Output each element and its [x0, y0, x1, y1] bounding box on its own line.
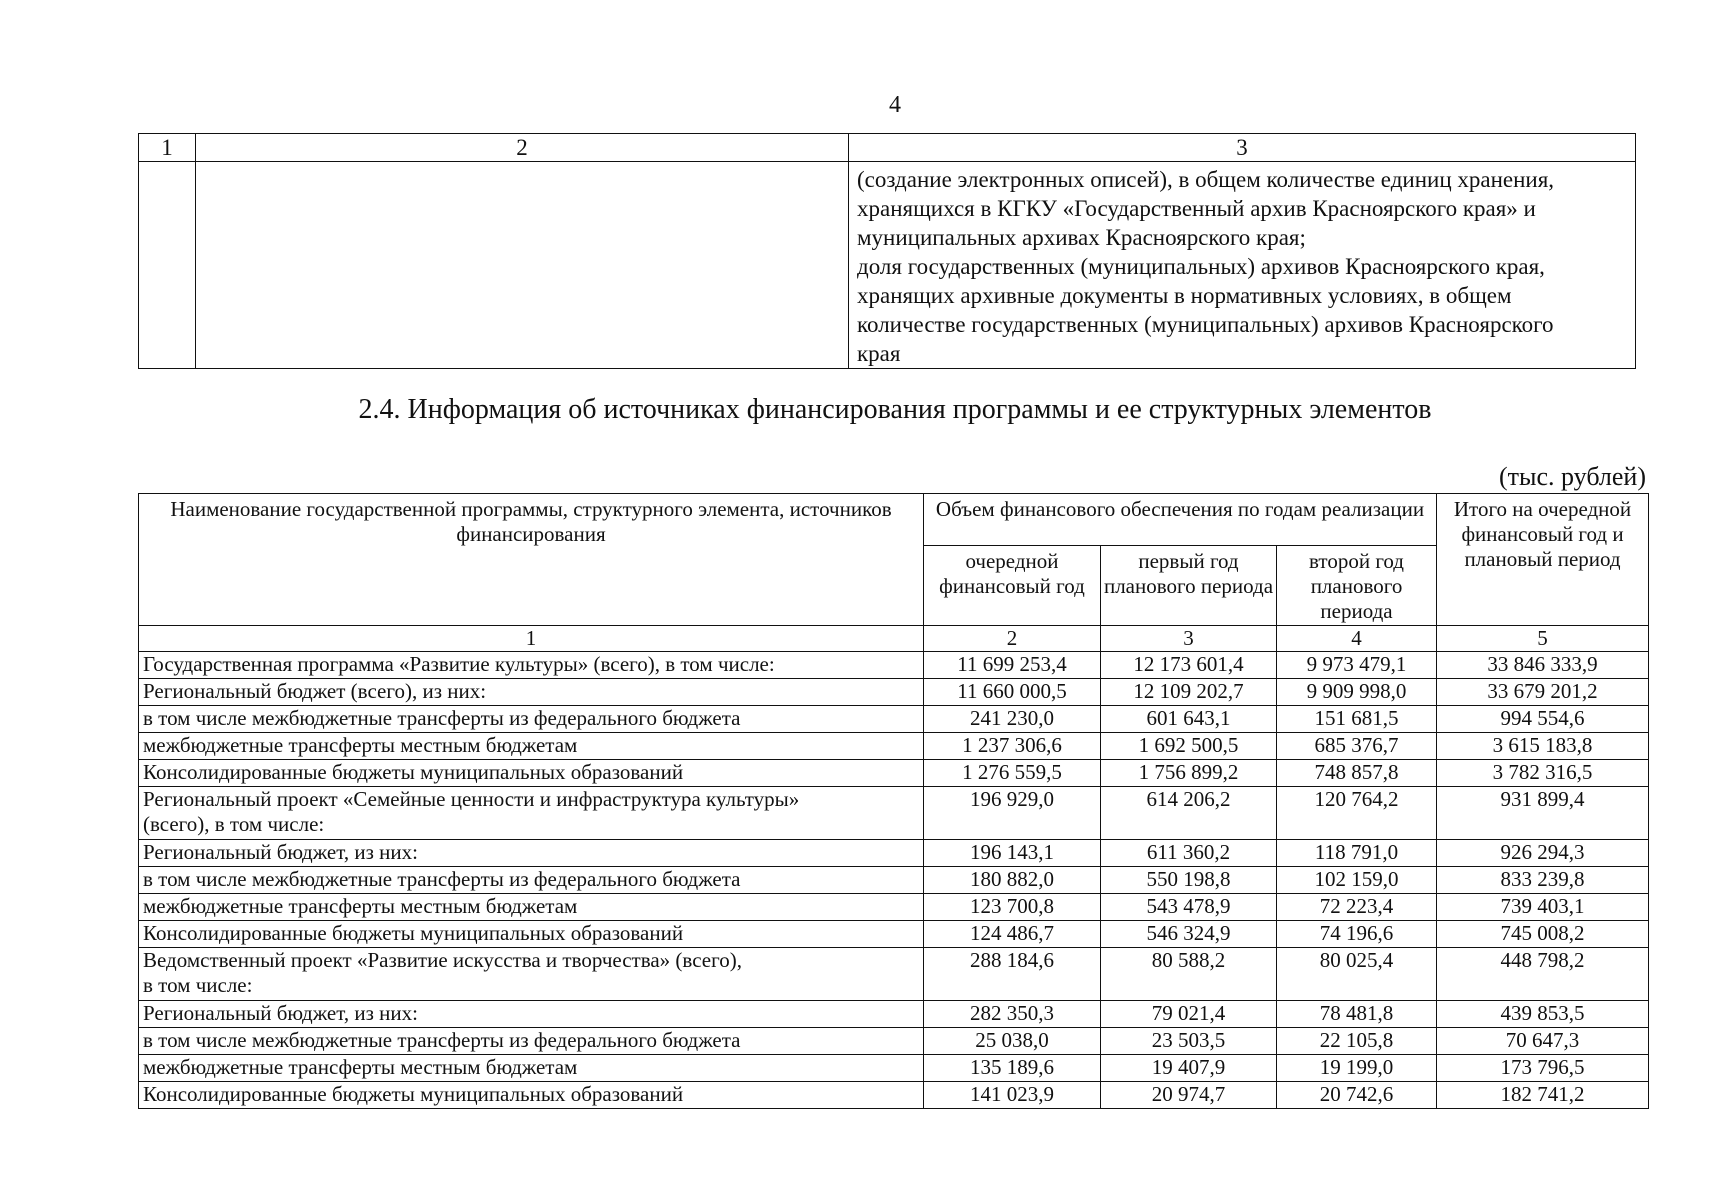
col-number: 5	[1437, 626, 1649, 652]
row-name	[139, 1055, 924, 1082]
column-number-row	[139, 626, 1649, 652]
row-name	[139, 760, 924, 787]
table-row	[139, 1028, 1649, 1055]
row-value: 543 478,9	[1101, 894, 1277, 921]
row-value: 994 554,6	[1437, 706, 1649, 733]
col-number: 4	[1277, 626, 1437, 652]
header-total-line: на очередной	[1512, 497, 1632, 521]
row-value: 1 276 559,5	[924, 760, 1101, 787]
row-value: 9 909 998,0	[1277, 679, 1437, 706]
header-year-line: периода	[1200, 574, 1274, 598]
row-value: 196 143,1	[924, 840, 1101, 867]
row-value: 3 615 183,8	[1437, 733, 1649, 760]
row-name-line: Государственная программа «Развитие культуры» (всего), в том числе:	[143, 652, 775, 676]
row-name	[139, 679, 924, 706]
row-name	[139, 652, 924, 679]
col-header-3: 3	[849, 134, 1636, 162]
row-value: 173 796,5	[1437, 1055, 1649, 1082]
row-value: 12 173 601,4	[1101, 652, 1277, 679]
table-row	[139, 787, 1649, 840]
row-name-line: Консолидированные бюджеты муниципальных образований	[143, 1082, 684, 1106]
row-value: 439 853,5	[1437, 1001, 1649, 1028]
row-value: 102 159,0	[1277, 867, 1437, 894]
row-value: 685 376,7	[1277, 733, 1437, 760]
text-line: доля государственных (муниципальных) архивов Красноярского края,	[857, 254, 1545, 279]
row-name	[139, 867, 924, 894]
table-row	[139, 867, 1649, 894]
table-row	[139, 760, 1649, 787]
row-value: 23 503,5	[1101, 1028, 1277, 1055]
header-year-2	[1101, 546, 1277, 626]
table-row	[139, 706, 1649, 733]
row-name-line: Консолидированные бюджеты муниципальных образований	[143, 760, 684, 784]
col-header-1: 1	[139, 134, 196, 162]
header-volume-line: реализации	[1321, 497, 1425, 521]
row-name	[139, 787, 924, 840]
header-total	[1437, 494, 1649, 626]
header-total-line: Итого	[1453, 497, 1508, 521]
row-value: 550 198,8	[1101, 867, 1277, 894]
row-name-line: Ведомственный проект «Развитие искусства и творчества» (всего),	[143, 948, 742, 972]
table-row	[139, 679, 1649, 706]
header-total-line: финансовый год и	[1461, 522, 1624, 546]
indicator-text	[849, 162, 1636, 369]
row-value: 614 206,2	[1101, 787, 1277, 840]
row-value: 748 857,8	[1277, 760, 1437, 787]
cell-empty-1	[139, 162, 196, 369]
continuation-body-row	[139, 162, 1636, 369]
table-row	[139, 921, 1649, 948]
text-line: хранящих архивные документы в нормативных условиях, в общем	[857, 283, 1512, 308]
row-value: 151 681,5	[1277, 706, 1437, 733]
col-number: 2	[924, 626, 1101, 652]
table-row	[139, 948, 1649, 1001]
row-name-line: межбюджетные трансферты местным бюджетам	[143, 894, 578, 918]
row-value: 70 647,3	[1437, 1028, 1649, 1055]
row-value: 1 692 500,5	[1101, 733, 1277, 760]
row-value: 1 237 306,6	[924, 733, 1101, 760]
row-value: 288 184,6	[924, 948, 1101, 1001]
row-value: 1 756 899,2	[1101, 760, 1277, 787]
col-number: 3	[1101, 626, 1277, 652]
col-header-2: 2	[196, 134, 849, 162]
row-value: 601 643,1	[1101, 706, 1277, 733]
continuation-header-row	[139, 134, 1636, 162]
row-value: 241 230,0	[924, 706, 1101, 733]
row-value: 182 741,2	[1437, 1082, 1649, 1109]
row-name	[139, 894, 924, 921]
section-title: 2.4. Информация об источниках финансирования программы и ее структурных элементов	[358, 394, 1432, 425]
row-name-line: Региональный бюджет (всего), из них:	[143, 679, 487, 703]
row-name-line: Региональный проект «Семейные ценности и инфраструктура культуры»	[143, 787, 800, 811]
header-year-line: планового	[1310, 574, 1403, 598]
page-number: 4	[889, 92, 901, 118]
row-value: 22 105,8	[1277, 1028, 1437, 1055]
row-name	[139, 921, 924, 948]
table-row	[139, 894, 1649, 921]
row-value: 282 350,3	[924, 1001, 1101, 1028]
table-row	[139, 1055, 1649, 1082]
table-row	[139, 1001, 1649, 1028]
row-value: 19 407,9	[1101, 1055, 1277, 1082]
header-name-line: источников финансирования	[456, 497, 892, 546]
row-value: 3 782 316,5	[1437, 760, 1649, 787]
row-value: 78 481,8	[1277, 1001, 1437, 1028]
row-name-line: Региональный бюджет, из них:	[143, 840, 418, 864]
row-value: 611 360,2	[1101, 840, 1277, 867]
header-volume	[924, 494, 1437, 546]
row-value: 833 239,8	[1437, 867, 1649, 894]
row-value: 180 882,0	[924, 867, 1101, 894]
row-value: 118 791,0	[1277, 840, 1437, 867]
row-name-line: (всего), в том числе:	[143, 812, 325, 836]
row-name-line: межбюджетные трансферты местным бюджетам	[143, 1055, 578, 1079]
row-value: 135 189,6	[924, 1055, 1101, 1082]
row-name-line: в том числе межбюджетные трансферты из федерального бюджета	[143, 706, 741, 730]
row-value: 926 294,3	[1437, 840, 1649, 867]
row-value: 9 973 479,1	[1277, 652, 1437, 679]
row-value: 19 199,0	[1277, 1055, 1437, 1082]
text-line: хранящихся в КГКУ «Государственный архив Красноярского края» и	[857, 196, 1536, 221]
row-name	[139, 733, 924, 760]
row-value: 931 899,4	[1437, 787, 1649, 840]
row-name-line: в том числе межбюджетные трансферты из федерального бюджета	[143, 1028, 741, 1052]
row-value: 124 486,7	[924, 921, 1101, 948]
finance-body	[139, 652, 1649, 1109]
row-name	[139, 840, 924, 867]
header-year-line: первый год	[1138, 549, 1239, 573]
header-year-line: второй год	[1309, 549, 1404, 573]
header-volume-line: Объем финансового обеспечения по годам	[935, 497, 1317, 521]
row-value: 80 025,4	[1277, 948, 1437, 1001]
header-year-line: периода	[1320, 599, 1393, 623]
row-value: 20 742,6	[1277, 1082, 1437, 1109]
header-name-line: Наименование государственной программы, структурного элемента,	[170, 497, 785, 521]
finance-table	[138, 493, 1649, 1109]
row-value: 196 929,0	[924, 787, 1101, 840]
text-line: муниципальных архивах Красноярского края;	[857, 225, 1306, 250]
text-line: количестве государственных (муниципальных) архивов Красноярского	[857, 312, 1554, 337]
row-value: 11 699 253,4	[924, 652, 1101, 679]
header-year-line: планового	[1103, 574, 1196, 598]
table-row	[139, 652, 1649, 679]
row-value: 120 764,2	[1277, 787, 1437, 840]
row-value: 79 021,4	[1101, 1001, 1277, 1028]
unit-note: (тыс. рублей)	[1498, 462, 1646, 491]
row-name-line: в том числе:	[143, 973, 253, 997]
row-name-line: в том числе межбюджетные трансферты из федерального бюджета	[143, 867, 741, 891]
text-line: (создание электронных описей), в общем количестве единиц хранения,	[857, 167, 1555, 192]
table-row	[139, 733, 1649, 760]
table-row	[139, 840, 1649, 867]
row-name	[139, 1082, 924, 1109]
row-name	[139, 1028, 924, 1055]
row-value: 12 109 202,7	[1101, 679, 1277, 706]
row-value: 11 660 000,5	[924, 679, 1101, 706]
table-row	[139, 1082, 1649, 1109]
row-value: 80 588,2	[1101, 948, 1277, 1001]
row-value: 141 023,9	[924, 1082, 1101, 1109]
row-value: 25 038,0	[924, 1028, 1101, 1055]
row-name-line: Региональный бюджет, из них:	[143, 1001, 418, 1025]
row-name	[139, 706, 924, 733]
row-value: 33 679 201,2	[1437, 679, 1649, 706]
header-total-line: плановый период	[1464, 547, 1621, 571]
row-value: 448 798,2	[1437, 948, 1649, 1001]
continuation-table	[138, 133, 1636, 369]
row-value: 546 324,9	[1101, 921, 1277, 948]
row-name	[139, 948, 924, 1001]
row-name-line: межбюджетные трансферты местным бюджетам	[143, 733, 578, 757]
header-year-line: финансовый год	[939, 574, 1085, 598]
header-year-line: очередной	[965, 549, 1059, 573]
row-value: 745 008,2	[1437, 921, 1649, 948]
row-value: 72 223,4	[1277, 894, 1437, 921]
row-value: 74 196,6	[1277, 921, 1437, 948]
col-number: 1	[139, 626, 924, 652]
finance-header-row-1	[139, 494, 1649, 546]
header-year-3	[1277, 546, 1437, 626]
row-value: 123 700,8	[924, 894, 1101, 921]
cell-empty-2	[196, 162, 849, 369]
header-year-1	[924, 546, 1101, 626]
text-line: края	[857, 341, 901, 366]
row-value: 739 403,1	[1437, 894, 1649, 921]
row-name-line: Консолидированные бюджеты муниципальных образований	[143, 921, 684, 945]
header-name	[139, 494, 924, 626]
row-name	[139, 1001, 924, 1028]
row-value: 20 974,7	[1101, 1082, 1277, 1109]
row-value: 33 846 333,9	[1437, 652, 1649, 679]
